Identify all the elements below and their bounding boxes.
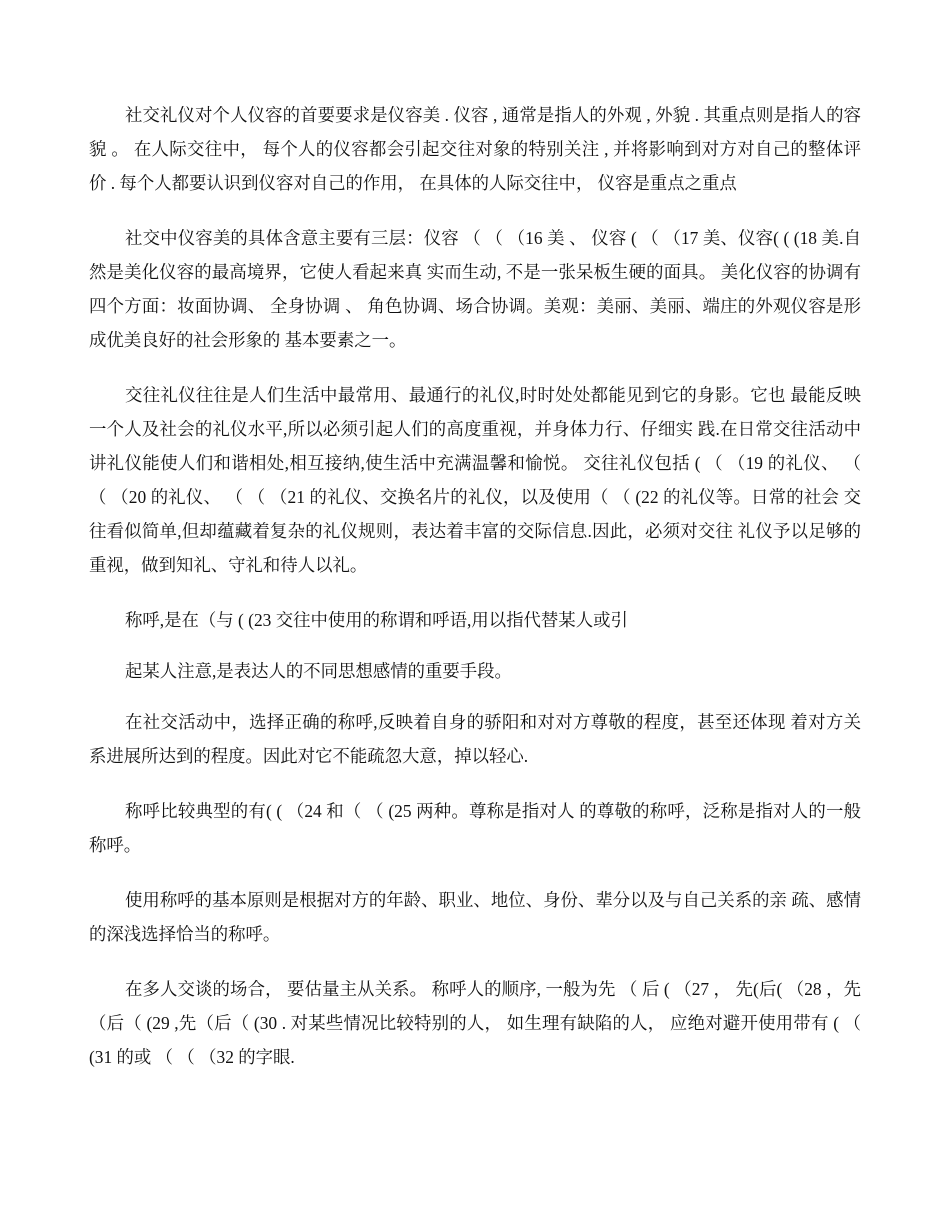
paragraph-address-purpose: 起某人注意,是表达人的不同思想感情的重要手段。 [125,661,512,681]
paragraph-address-principle: 使用称呼的基本原则是根据对方的年龄、职业、地位、身份、辈分以及与自己关系的亲 疏、感情的深浅选择恰当的称呼。 [89,890,861,944]
paragraph-address-importance: 在社交活动中，选择正确的称呼,反映着自身的骄阳和对对方尊敬的程度，甚至还体现 着对方关系进展所达到的程度。因此对它不能疏忽大意，掉以轻心. [89,712,861,766]
paragraph-address-definition: 称呼,是在（与 ( (23 交往中使用的称谓和呼语,用以指代替某人或引 [125,610,628,630]
paragraph-address-types: 称呼比较典型的有( ( （24 和（ （ (25 两种。尊称是指对人 的尊敬的称呼，泛称是指对人的一般称呼。 [89,801,861,855]
paragraph-address-order: 在多人交谈的场合， 要估量主从关系。 称呼人的顺序, 一般为先 （ 后 ( （27 ， 先(后( （28 ，先（后（ (29 ,先（后（ (30 . 对某些情况比较特别的人， 如生理有缺陷的人， 应绝对避开使用带有 ( （ (31 的或 （ （ （32 的字眼. [89,979,861,1067]
paragraph-appearance-beauty: 社交中仪容美的具体含意主要有三层：仪容 （ （ （16 美 、 仪容 ( （ （17 美、仪容( ( (18 美.自然是美化仪容的最高境界，它使人看起来真 实而生动, 不是一张呆板生硬的面具。 美化仪容的协调有四个方面：妆面协调、 全身协调 、 角色协调、场合协调。美观：美丽、美丽、端庄的外观仪容是形成优美良好的社会形象的 基本要素之一。 [89,228,861,350]
paragraph-social-etiquette: 交往礼仪往往是人们生活中最常用、最通行的礼仪,时时处处都能见到它的身影。它也 最能反映一个人及社会的礼仪水平,所以必须引起人们的高度重视，并身体力行、仔细实 践.在日常交往活动中讲礼仪能使人们和谐相处,相互接纳,使生活中充满温馨和愉悦。 交往礼仪包括 ( （ （19 的礼仪、 （ （ （20 的礼仪、 （ （ （21 的礼仪、交换名片的礼仪，以及使用（ （ (22 的礼仪等。日常的社会 交往看似简单,但却蕴藏着复杂的礼仪规则，表达着丰富的交际信息.因此，必须对交往 礼仪予以足够的重视，做到知礼、守礼和待人以礼。 [89,385,861,575]
document-body [89,98,861,1095]
paragraph-appearance-requirement: 社交礼仪对个人仪容的首要要求是仪容美 . 仪容 , 通常是指人的外观 , 外貌 . 其重点则是指人的容貌 。 在人际交往中， 每个人的仪容都会引起交往对象的特别关注 , 并将影响到对方对自己的整体评价 . 每个人都要认识到仪容对自己的作用， 在具体的人际交往中， 仪容是重点之重点 [89,105,861,193]
